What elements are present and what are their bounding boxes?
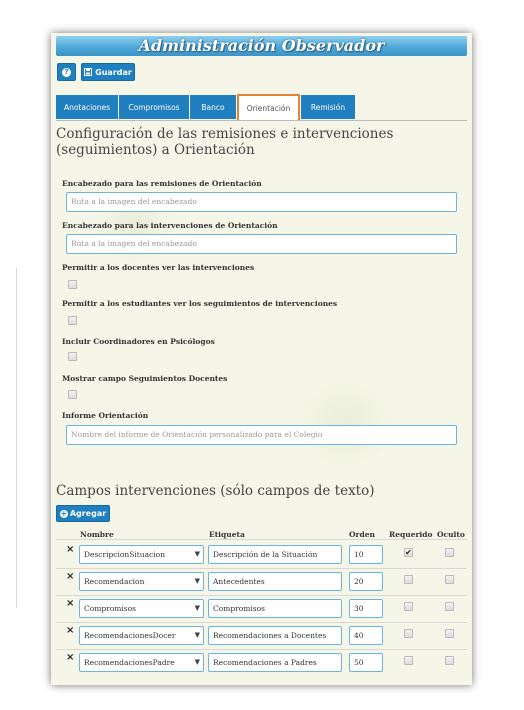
page-title: Administración Observador bbox=[56, 36, 467, 56]
save-label: Guardar bbox=[95, 67, 132, 77]
col-etiqueta: Etiqueta bbox=[209, 530, 245, 539]
requerido-checkbox[interactable] bbox=[404, 602, 413, 611]
orden-input[interactable]: 10 bbox=[349, 545, 383, 564]
header-intervenciones-label: Encabezado para las intervenciones de Orientación bbox=[62, 221, 278, 230]
etiqueta-input[interactable]: Recomendaciones a Padres bbox=[208, 653, 342, 672]
tab-label: Anotaciones bbox=[63, 102, 111, 112]
nombre-value: RecomendacionesPadre bbox=[84, 658, 175, 667]
row-divider bbox=[56, 649, 467, 650]
nombre-select[interactable] bbox=[79, 599, 204, 618]
tab-label: Compromisos bbox=[128, 102, 180, 112]
remove-row-icon[interactable]: × bbox=[66, 598, 75, 609]
tab-label: Remisión bbox=[310, 102, 346, 112]
remove-row-icon[interactable]: × bbox=[66, 625, 75, 636]
nombre-value: Recomendacion bbox=[84, 577, 145, 586]
row-divider bbox=[56, 595, 467, 596]
nombre-value: Compromisos bbox=[84, 604, 136, 613]
chevron-down-icon: ▼ bbox=[194, 577, 200, 585]
campos-heading: Campos intervenciones (sólo campos de texto) bbox=[56, 483, 375, 499]
add-label: Agregar bbox=[69, 509, 107, 518]
help-button[interactable] bbox=[57, 63, 76, 81]
nombre-value: RecomendacionesDocer bbox=[84, 631, 176, 640]
left-divider bbox=[16, 268, 17, 608]
informe-label: Informe Orientación bbox=[62, 411, 149, 420]
tab-label: Orientación bbox=[246, 103, 291, 113]
chevron-down-icon: ▼ bbox=[194, 658, 200, 666]
nombre-select[interactable] bbox=[79, 572, 204, 591]
tab-compromisos[interactable] bbox=[119, 95, 189, 119]
col-oculto: Oculto bbox=[437, 530, 465, 539]
tab-orientacion[interactable] bbox=[237, 94, 300, 120]
remove-row-icon[interactable]: × bbox=[66, 652, 75, 663]
nombre-select[interactable] bbox=[79, 545, 204, 564]
help-icon: ? bbox=[62, 68, 71, 77]
orden-input[interactable]: 40 bbox=[349, 626, 383, 645]
coordinadores-checkbox[interactable] bbox=[68, 352, 77, 361]
remove-row-icon[interactable]: × bbox=[66, 571, 75, 582]
col-requerido: Requerido bbox=[389, 530, 433, 539]
docentes-label: Permitir a los docentes ver las intervenciones bbox=[62, 263, 255, 272]
etiqueta-input[interactable]: Antecedentes bbox=[208, 572, 342, 591]
orden-input[interactable]: 50 bbox=[349, 653, 383, 672]
estudiantes-checkbox[interactable] bbox=[68, 316, 77, 325]
plus-icon: + bbox=[60, 508, 68, 518]
tab-anotaciones[interactable] bbox=[56, 95, 118, 119]
orden-input[interactable]: 30 bbox=[349, 599, 383, 618]
oculto-checkbox[interactable] bbox=[445, 629, 454, 638]
nombre-select[interactable] bbox=[79, 653, 204, 672]
header-intervenciones-input[interactable]: Ruta a la imagen del encabezado bbox=[66, 234, 457, 254]
nombre-select[interactable] bbox=[79, 626, 204, 645]
orientation-config-heading: Configuración de las remisiones e intervenciones (seguimientos) a Orientación bbox=[56, 126, 394, 158]
row-divider bbox=[56, 568, 467, 569]
save-button[interactable] bbox=[81, 63, 135, 81]
etiqueta-input[interactable]: Descripción de la Situación bbox=[208, 545, 342, 564]
oculto-checkbox[interactable] bbox=[445, 548, 454, 557]
col-orden: Orden bbox=[349, 530, 375, 539]
header-remisiones-input[interactable]: Ruta a la imagen del encabezado bbox=[66, 192, 457, 212]
requerido-checkbox[interactable] bbox=[404, 629, 413, 638]
etiqueta-input[interactable]: Recomendaciones a Docentes bbox=[208, 626, 342, 645]
tab-remision[interactable] bbox=[301, 95, 355, 119]
requerido-checkbox[interactable] bbox=[404, 656, 413, 665]
seguimientos-label: Mostrar campo Seguimientos Docentes bbox=[62, 374, 228, 383]
etiqueta-input[interactable]: Compromisos bbox=[208, 599, 342, 618]
oculto-checkbox[interactable] bbox=[445, 575, 454, 584]
nombre-value: DescripcionSituacion bbox=[84, 550, 166, 559]
tab-banco[interactable] bbox=[190, 95, 236, 119]
chevron-down-icon: ▼ bbox=[194, 631, 200, 639]
chevron-down-icon: ▼ bbox=[194, 604, 200, 612]
coordinadores-label: Incluir Coordinadores en Psicólogos bbox=[62, 337, 215, 346]
save-icon bbox=[84, 68, 92, 76]
remove-row-icon[interactable]: × bbox=[66, 544, 75, 555]
table-divider bbox=[56, 539, 467, 540]
informe-input[interactable]: Nombre del informe de Orientación personalizado para el Colegio bbox=[66, 425, 457, 445]
orden-input[interactable]: 20 bbox=[349, 572, 383, 591]
requerido-checkbox[interactable]: ✔ bbox=[405, 548, 412, 557]
oculto-checkbox[interactable] bbox=[445, 656, 454, 665]
tab-label: Banco bbox=[201, 102, 225, 112]
add-button[interactable] bbox=[56, 505, 110, 522]
oculto-checkbox[interactable] bbox=[445, 602, 454, 611]
col-nombre: Nombre bbox=[80, 530, 114, 539]
header-remisiones-label: Encabezado para las remisiones de Orientación bbox=[62, 179, 262, 188]
chevron-down-icon: ▼ bbox=[194, 550, 200, 558]
requerido-checkbox[interactable] bbox=[404, 575, 413, 584]
row-divider bbox=[56, 622, 467, 623]
seguimientos-checkbox[interactable] bbox=[68, 390, 77, 399]
tab-divider bbox=[56, 120, 467, 121]
docentes-checkbox[interactable] bbox=[68, 280, 77, 289]
estudiantes-label: Permitir a los estudiantes ver los seguimientos de intervenciones bbox=[62, 299, 338, 308]
